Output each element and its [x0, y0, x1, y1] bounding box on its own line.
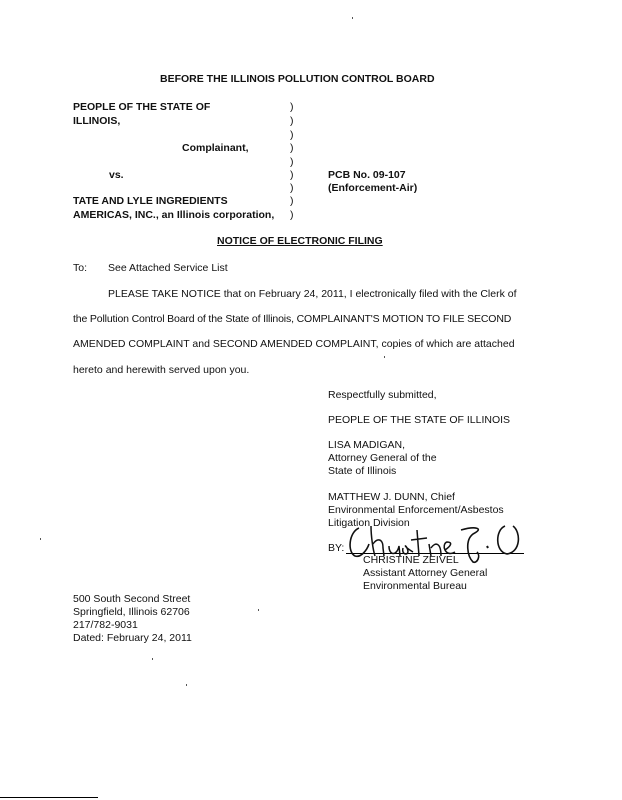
address-phone: 217/782-9031: [73, 619, 138, 631]
chief-name: MATTHEW J. DUNN, Chief: [328, 491, 455, 503]
caption-paren: ): [290, 156, 294, 168]
caption-paren: ): [290, 101, 294, 113]
address-street: 500 South Second Street: [73, 593, 191, 605]
caption-paren: ): [290, 142, 294, 154]
plaintiff-line1: PEOPLE OF THE STATE OF: [73, 101, 211, 113]
chief-title1: Environmental Enforcement/Asbestos: [328, 504, 504, 516]
caption-paren: ): [290, 182, 294, 194]
signer-title1: Assistant Attorney General: [363, 567, 488, 579]
defendant-line2: AMERICAS, INC., an Illinois corporation,: [73, 209, 275, 221]
caption-paren: ): [290, 209, 294, 221]
dated: Dated: February 24, 2011: [73, 632, 192, 644]
board-title: BEFORE THE ILLINOIS POLLUTION CONTROL BOARD: [160, 73, 435, 85]
ag-name: LISA MADIGAN,: [328, 439, 406, 451]
scan-speck: [384, 356, 385, 358]
complainant-label: Complainant,: [182, 142, 249, 154]
scan-speck: [40, 538, 41, 540]
by-label: BY:: [328, 542, 345, 554]
caption-paren: ): [290, 129, 294, 141]
caption-paren: ): [290, 169, 294, 181]
chief-title2: Litigation Division: [328, 517, 410, 529]
notice-title: NOTICE OF ELECTRONIC FILING: [217, 235, 383, 247]
scan-speck: [352, 17, 353, 19]
case-type: (Enforcement-Air): [328, 182, 418, 194]
to-label: To:: [73, 262, 88, 274]
to-value: See Attached Service List: [108, 262, 228, 274]
ag-title2: State of Illinois: [328, 465, 397, 477]
closing: Respectfully submitted,: [328, 389, 437, 401]
address-city: Springfield, Illinois 62706: [73, 606, 190, 618]
scan-speck: [152, 658, 153, 660]
body-line3: AMENDED COMPLAINT and SECOND AMENDED COMPLAINT, copies of which are attached: [73, 338, 515, 350]
case-number: PCB No. 09-107: [328, 169, 406, 181]
plaintiff-line2: ILLINOIS,: [73, 115, 121, 127]
body-line4: hereto and herewith served upon you.: [73, 364, 250, 376]
caption-paren: ): [290, 115, 294, 127]
signer-name: CHRISTINE ZEIVEL: [363, 554, 459, 566]
signer-title2: Environmental Bureau: [363, 580, 467, 592]
scan-speck: [258, 609, 259, 611]
defendant-line1: TATE AND LYLE INGREDIENTS: [73, 195, 228, 207]
ag-title1: Attorney General of the: [328, 452, 437, 464]
party: PEOPLE OF THE STATE OF ILLINOIS: [328, 414, 511, 426]
caption-paren: ): [290, 195, 294, 207]
vs-label: vs.: [109, 169, 124, 181]
body-line1: PLEASE TAKE NOTICE that on February 24, 2011, I electronically filed with the Clerk of: [108, 288, 517, 300]
footer-rule: [0, 797, 98, 798]
body-line2: the Pollution Control Board of the State of Illinois, COMPLAINANT'S MOTION TO FILE SECOND: [73, 313, 512, 325]
scan-speck: [186, 684, 187, 686]
